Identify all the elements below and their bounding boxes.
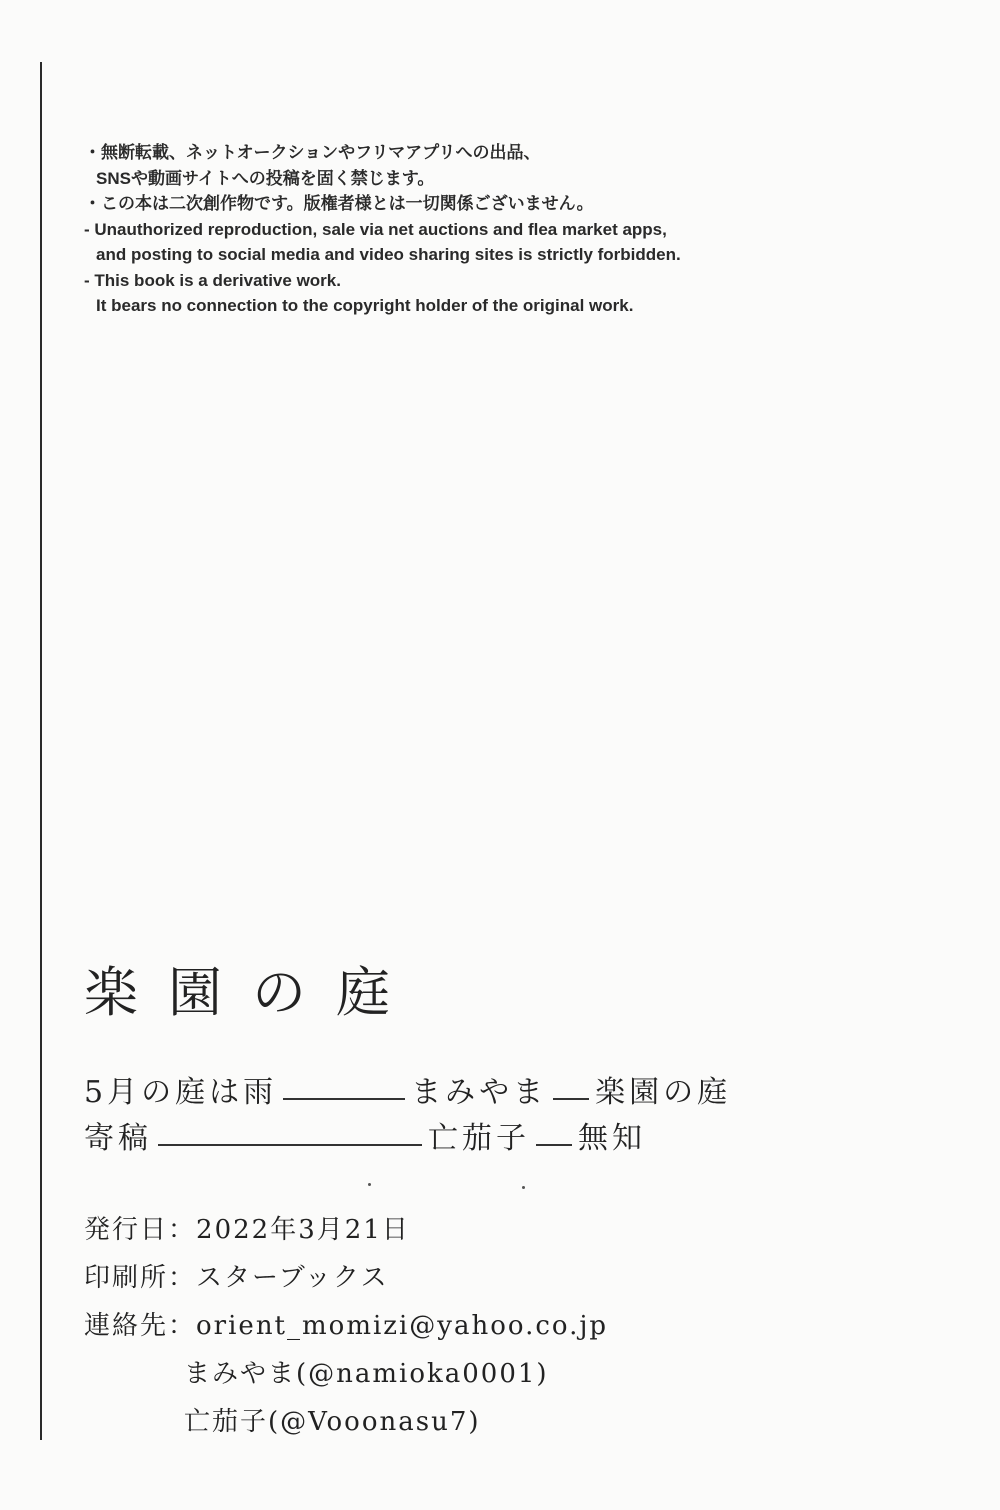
- notice-line: and posting to social media and video sharing sites is strictly forbidden.: [96, 245, 681, 264]
- printer-name: スターブックス: [196, 1263, 389, 1293]
- notice-line: - Unauthorized reproduction, sale via net auctions and flea market apps,: [84, 219, 667, 239]
- leader-line: [536, 1143, 572, 1146]
- leader-line: [553, 1097, 589, 1100]
- print-speck: [522, 1186, 525, 1189]
- contact-label: 連絡先: [84, 1311, 169, 1341]
- print-speck: [368, 1183, 371, 1186]
- contact-handle: まみやま(@namioka0001): [184, 1359, 549, 1389]
- credit-circle: 楽園の庭: [595, 1075, 732, 1110]
- publish-date: 2022年3月21日: [196, 1215, 410, 1245]
- credit-author: 亡茄子: [428, 1121, 530, 1156]
- credit-title: 5月の庭は雨: [84, 1075, 278, 1110]
- credit-title: 寄稿: [84, 1121, 152, 1156]
- credit-row: [84, 1116, 731, 1162]
- contact-row: 連絡先：orient_momizi@yahoo.co.jp: [84, 1311, 609, 1341]
- notice-line: ・無断転載、ネットオークションやフリマアプリへの出品、: [84, 143, 541, 162]
- notice-line: ・この本は二次創作物です。版権者様とは一切関係ございません。: [84, 194, 594, 213]
- credit-circle: 無知: [578, 1121, 646, 1156]
- publish-date-label: 発行日: [84, 1215, 169, 1245]
- leader-line: [283, 1097, 405, 1100]
- credits-list: [84, 1070, 731, 1162]
- book-title: 楽園の庭: [84, 961, 420, 1024]
- credit-author: まみやま: [411, 1075, 548, 1110]
- printer-row: 印刷所：スターブックス: [84, 1263, 389, 1293]
- copyright-notice: [84, 140, 964, 319]
- contact-email: orient_momizi@yahoo.co.jp: [196, 1311, 609, 1341]
- contact-handle: 亡茄子(@Vooonasu7): [184, 1407, 481, 1437]
- margin-rule: [40, 62, 42, 1440]
- credit-row: [84, 1070, 731, 1116]
- leader-line: [158, 1143, 422, 1146]
- publish-date-row: 発行日：2022年3月21日: [84, 1215, 410, 1245]
- notice-line: SNSや動画サイトへの投稿を固く禁じます。: [96, 168, 435, 188]
- printer-label: 印刷所: [84, 1263, 169, 1293]
- publication-details: [84, 1206, 608, 1446]
- notice-line: - This book is a derivative work.: [84, 270, 341, 290]
- notice-line: It bears no connection to the copyright holder of the original work.: [96, 296, 634, 315]
